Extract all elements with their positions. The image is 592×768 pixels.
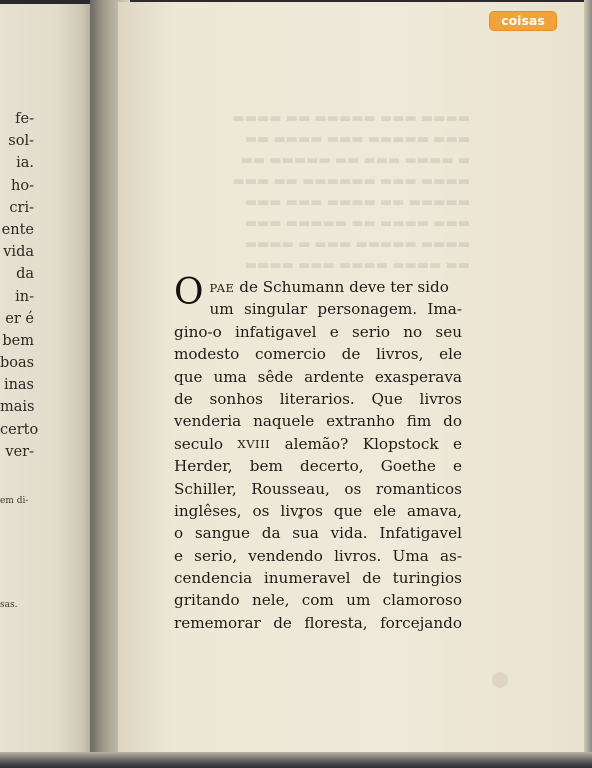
left-page-line: ver- <box>5 443 34 460</box>
word: da <box>261 524 281 543</box>
word: sangue <box>194 524 250 543</box>
word: inglêses, <box>174 501 242 520</box>
watermark-logo: coisas <box>490 12 556 30</box>
word: Infatigavel <box>379 524 462 543</box>
word: os <box>252 501 270 520</box>
drop-cap: O <box>174 272 204 313</box>
word: Que <box>371 389 403 408</box>
word: clamoroso <box>382 591 462 610</box>
word: o <box>174 524 184 543</box>
word: turingios <box>392 569 462 588</box>
word: seculo <box>174 434 224 453</box>
word: que <box>174 367 203 386</box>
word: de <box>341 345 361 364</box>
word: serio <box>351 322 391 341</box>
text-line <box>174 500 462 522</box>
word: literarios. <box>279 389 355 408</box>
smallcaps-word: PAE <box>209 281 235 295</box>
left-page-text <box>0 108 39 463</box>
text-line <box>174 567 462 589</box>
word: Schiller, <box>174 479 237 498</box>
word: um <box>346 591 371 610</box>
word: Ima- <box>427 300 462 319</box>
left-page-line: sol- <box>8 133 34 150</box>
word: ardente <box>304 367 364 386</box>
word: nele, <box>251 591 290 610</box>
text-line <box>174 478 462 500</box>
word: venderia <box>174 412 242 431</box>
word: amava, <box>406 501 462 520</box>
left-page-footnote: sas. <box>0 600 18 610</box>
word: decerto, <box>300 457 364 476</box>
text-line <box>174 366 462 388</box>
word: livros. <box>334 546 382 565</box>
word: livros, <box>376 345 424 364</box>
word: serio, <box>194 546 238 565</box>
word: bem <box>249 457 283 476</box>
word: naquele <box>253 412 315 431</box>
word: forcejando <box>380 613 462 632</box>
word: e <box>453 434 462 453</box>
word: floresta, <box>304 613 368 632</box>
word: uma <box>213 367 247 386</box>
word: sêde <box>257 367 294 386</box>
word: Goethe <box>380 457 436 476</box>
left-page-line: boas <box>0 355 35 372</box>
main-paragraph <box>174 272 462 634</box>
left-page-line: ente <box>1 221 34 238</box>
word: e <box>174 546 183 565</box>
word: Rousseau, <box>251 479 330 498</box>
word: comercio <box>255 345 326 364</box>
bleed-through-texture: ▬▬▬▬ ▬▬▬ ▬▬▬▬▬ ▬▬ ▬▬▬▬ ▬▬▬ ▬▬▬▬▬ ▬▬▬ ▬▬▬▬ ▬▬ ▬ ▬▬▬▬ ▬▬▬ ▬▬ ▬▬▬▬▬ ▬▬ ▬▬▬▬ ▬▬▬ ▬▬▬▬▬▬ ▬▬ ▬▬▬ ▬▬▬▬▬ ▬▬ ▬▬▬▬ ▬▬▬ ▬▬▬ ▬▬▬ ▬▬▬▬ ▬▬ ▬▬▬▬▬ ▬▬▬ ▬▬▬▬ ▬▬▬▬▬ ▬▬▬ ▬ ▬▬▬▬ ▬▬ ▬▬▬▬ ▬▬▬▬ ▬▬▬ ▬▬▬▬ <box>232 111 470 273</box>
word: de <box>273 613 292 632</box>
word: as- <box>439 546 462 565</box>
left-page-line: cri- <box>9 199 34 216</box>
left-page-line: fe- <box>15 111 34 127</box>
left-page-line: da <box>16 266 34 283</box>
word: do <box>443 412 462 431</box>
word: e <box>329 322 339 341</box>
text-line <box>174 410 462 432</box>
word: modesto <box>174 345 240 364</box>
word: gino-o <box>174 322 222 341</box>
word: vendendo <box>248 546 323 565</box>
word: que <box>333 501 363 520</box>
text-line <box>174 589 462 611</box>
word: gritando <box>174 591 240 610</box>
first-line-text: de Schumann deve ter sido <box>239 278 449 296</box>
word: um <box>209 300 234 319</box>
text-line <box>174 433 462 455</box>
left-page-line: er é <box>5 310 34 327</box>
word: Uma <box>392 546 429 565</box>
word: personagem. <box>317 300 418 319</box>
word: romanticos <box>375 479 462 498</box>
text-line <box>174 343 462 365</box>
page-edge-bottom <box>0 752 592 768</box>
text-line <box>174 545 462 567</box>
left-page-line: ia. <box>16 155 34 172</box>
word: exasperava <box>374 367 462 386</box>
text-line <box>210 298 462 320</box>
left-page-line: bem <box>2 332 34 349</box>
word: no <box>403 322 423 341</box>
word: seu <box>435 322 462 341</box>
word: Klopstock <box>362 434 439 453</box>
text-line <box>174 321 462 343</box>
word: fim <box>406 412 432 431</box>
word: alemão? <box>284 434 349 453</box>
word: de <box>174 389 193 408</box>
word: rememorar <box>174 613 261 632</box>
left-page-line: ho- <box>11 177 34 194</box>
left-page-line: certo <box>0 421 39 438</box>
word: os <box>344 479 362 498</box>
word: extranho <box>326 412 395 431</box>
word: ele <box>373 501 397 520</box>
word: Herder, <box>174 457 233 476</box>
word: livros <box>280 501 323 520</box>
left-page-line: vida <box>3 244 34 261</box>
word: e <box>453 457 462 476</box>
word: infatigavel <box>235 322 317 341</box>
text-line <box>174 388 462 410</box>
left-page-footnote: em di- <box>0 496 29 506</box>
word: vida. <box>330 524 368 543</box>
left-page-line: in- <box>15 288 34 305</box>
word: cendencia <box>174 569 253 588</box>
word: singular <box>244 300 308 319</box>
paper-stain <box>492 672 508 688</box>
page-edge-right <box>584 0 592 768</box>
word: inumeravel <box>263 569 351 588</box>
word: livros <box>419 389 462 408</box>
text-line <box>174 612 462 634</box>
text-line <box>174 522 462 544</box>
word: sonhos <box>209 389 263 408</box>
word: de <box>362 569 381 588</box>
left-page-line: inas <box>3 377 34 394</box>
left-page-line: mais <box>0 399 35 416</box>
word: com <box>301 591 334 610</box>
paragraph-lines <box>174 298 462 634</box>
word: ele <box>439 345 462 364</box>
word: XVIII <box>237 436 271 451</box>
text-line <box>174 455 462 477</box>
word: sua <box>292 524 319 543</box>
